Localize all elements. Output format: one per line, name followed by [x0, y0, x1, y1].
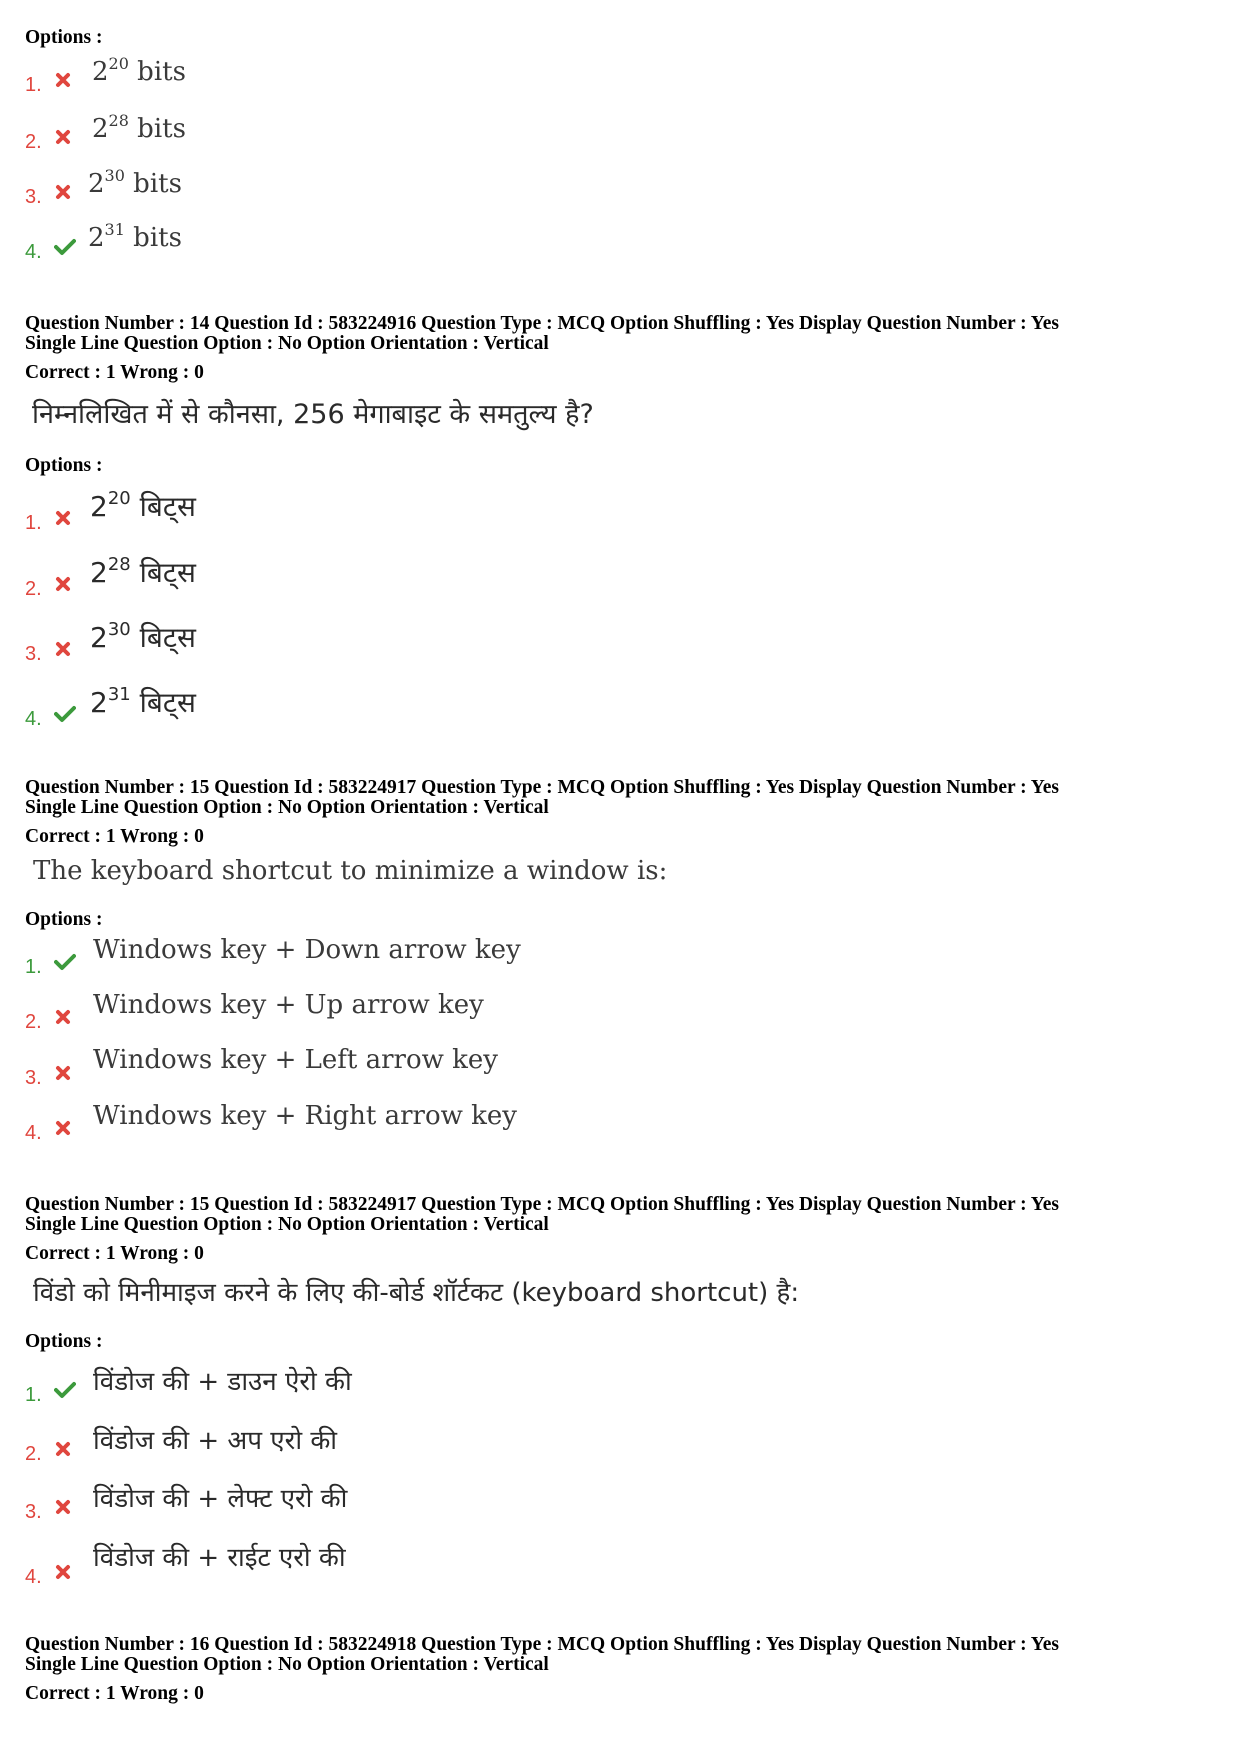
option-text: $2^{31}$ bits: [88, 220, 182, 253]
cross-icon: [54, 575, 72, 593]
option-number: 2.: [25, 1011, 42, 1033]
option-number: 2.: [25, 578, 42, 600]
options-label: Options :: [25, 909, 103, 930]
question-meta: Single Line Question Option : No Option Orientation : Vertical: [25, 333, 549, 354]
options-label: Options :: [25, 455, 103, 476]
option-text: Windows key + Up arrow key: [93, 990, 484, 1020]
option-text: $2^{20}$ bits: [92, 54, 186, 87]
cross-icon: [54, 183, 72, 201]
option-number: 1.: [25, 1384, 42, 1406]
question-text: The keyboard shortcut to minimize a window is:: [33, 856, 668, 886]
option-text: $2^{20}$ बिट्स: [90, 488, 196, 523]
option-text: $2^{28}$ bits: [92, 111, 186, 144]
option-number: 1.: [25, 512, 42, 534]
question-text: निम्नलिखित में से कौनसा, 256 मेगाबाइट के समतुल्य है?: [32, 399, 594, 430]
option-number: 3.: [25, 1501, 42, 1523]
cross-icon: [54, 1119, 72, 1137]
question-meta: Question Number : 16 Question Id : 583224918 Question Type : MCQ Option Shuffling : Yes Display Question Number : Yes: [25, 1634, 1059, 1655]
option-text: विंडोज की + राईट एरो की: [93, 1543, 346, 1573]
option-text: विंडोज की + अप एरो की: [93, 1426, 338, 1456]
cross-icon: [54, 128, 72, 146]
option-number: 1.: [25, 74, 42, 96]
check-icon: [54, 705, 76, 723]
option-text: Windows key + Right arrow key: [93, 1101, 517, 1131]
cross-icon: [54, 1563, 72, 1581]
question-meta: Question Number : 15 Question Id : 583224917 Question Type : MCQ Option Shuffling : Yes Display Question Number : Yes: [25, 777, 1059, 798]
question-meta: Single Line Question Option : No Option Orientation : Vertical: [25, 1214, 549, 1235]
option-number: 4.: [25, 241, 42, 263]
option-text: Windows key + Down arrow key: [93, 935, 521, 965]
question-meta: Single Line Question Option : No Option Orientation : Vertical: [25, 1654, 549, 1675]
option-number: 4.: [25, 1566, 42, 1588]
option-number: 4.: [25, 1122, 42, 1144]
question-meta: Question Number : 15 Question Id : 583224917 Question Type : MCQ Option Shuffling : Yes Display Question Number : Yes: [25, 1194, 1059, 1215]
option-text: $2^{28}$ बिट्स: [90, 554, 196, 589]
question-meta: Single Line Question Option : No Option Orientation : Vertical: [25, 797, 549, 818]
question-meta: Question Number : 14 Question Id : 583224916 Question Type : MCQ Option Shuffling : Yes Display Question Number : Yes: [25, 313, 1059, 334]
option-text: $2^{31}$ बिट्स: [90, 684, 196, 719]
option-text: $2^{30}$ bits: [88, 166, 182, 199]
option-text: Windows key + Left arrow key: [93, 1045, 498, 1075]
cross-icon: [54, 1008, 72, 1026]
check-icon: [54, 1381, 76, 1399]
cross-icon: [54, 1440, 72, 1458]
cross-icon: [54, 1498, 72, 1516]
marking-scheme: Correct : 1 Wrong : 0: [25, 362, 204, 383]
option-number: 3.: [25, 1067, 42, 1089]
cross-icon: [54, 71, 72, 89]
options-label: Options :: [25, 1331, 103, 1352]
marking-scheme: Correct : 1 Wrong : 0: [25, 1683, 204, 1704]
option-number: 2.: [25, 1443, 42, 1465]
options-label: Options :: [25, 27, 103, 48]
check-icon: [54, 238, 76, 256]
marking-scheme: Correct : 1 Wrong : 0: [25, 826, 204, 847]
marking-scheme: Correct : 1 Wrong : 0: [25, 1243, 204, 1264]
option-text: विंडोज की + डाउन ऐरो की: [93, 1367, 352, 1397]
option-number: 4.: [25, 708, 42, 730]
option-number: 3.: [25, 186, 42, 208]
cross-icon: [54, 1064, 72, 1082]
check-icon: [54, 953, 76, 971]
option-number: 3.: [25, 643, 42, 665]
option-number: 2.: [25, 131, 42, 153]
cross-icon: [54, 509, 72, 527]
cross-icon: [54, 640, 72, 658]
option-number: 1.: [25, 956, 42, 978]
option-text: $2^{30}$ बिट्स: [90, 619, 196, 654]
question-text: विंडो को मिनीमाइज करने के लिए की-बोर्ड शॉर्टकट (keyboard shortcut) है:: [33, 1278, 800, 1308]
option-text: विंडोज की + लेफ्ट एरो की: [93, 1484, 348, 1514]
